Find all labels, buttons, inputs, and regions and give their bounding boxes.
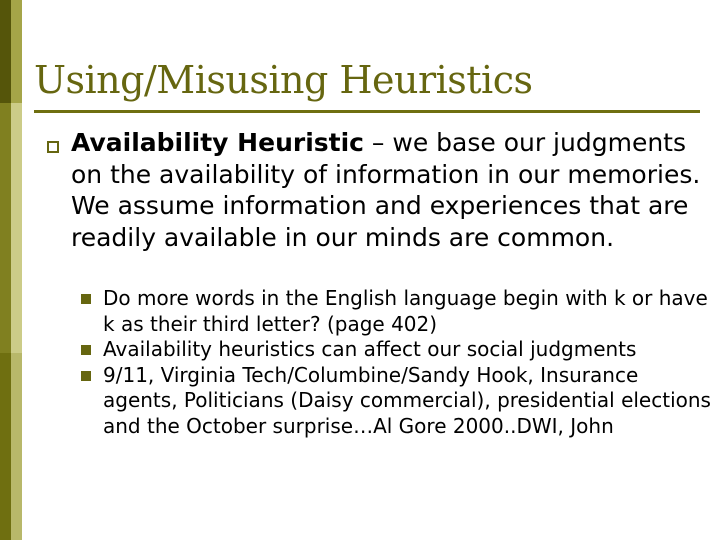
sub-bullet-text: Availability heuristics can affect our social judgments bbox=[103, 337, 637, 361]
title-underline bbox=[34, 110, 700, 113]
sub-bullet-item bbox=[81, 286, 711, 337]
availability-heuristic-term: Availability Heuristic bbox=[71, 128, 364, 157]
sub-bullet-text: Do more words in the English language begin with k or have k as their third letter? (page 402) bbox=[103, 286, 708, 336]
filled-square-bullet-icon bbox=[81, 345, 91, 355]
left-accent-bar-dark-middle bbox=[0, 103, 11, 353]
slide-title: Using/Misusing Heuristics bbox=[34, 58, 533, 102]
square-bullet-icon bbox=[47, 141, 59, 153]
left-accent-bar-light-middle bbox=[11, 103, 22, 353]
left-accent-bar-dark-top bbox=[0, 0, 11, 103]
sub-bullet-text: 9/11, Virginia Tech/Columbine/Sandy Hook, Insurance agents, Politicians (Daisy commercial), presidential elections and the October surprise…Al Gore 2000..DWI, John bbox=[103, 362, 711, 438]
left-accent-bar-light-top bbox=[11, 0, 22, 103]
availability-heuristic-definition: – we base our judgments on the availability of information in our memories. We assume information and experiences that are readily available in our minds are common. bbox=[71, 128, 701, 252]
sub-bullet-list bbox=[81, 286, 711, 439]
filled-square-bullet-icon bbox=[81, 371, 91, 381]
main-bullet-text bbox=[71, 127, 711, 253]
sub-bullet-item bbox=[81, 363, 711, 440]
filled-square-bullet-icon bbox=[81, 294, 91, 304]
sub-bullet-item bbox=[81, 337, 711, 363]
